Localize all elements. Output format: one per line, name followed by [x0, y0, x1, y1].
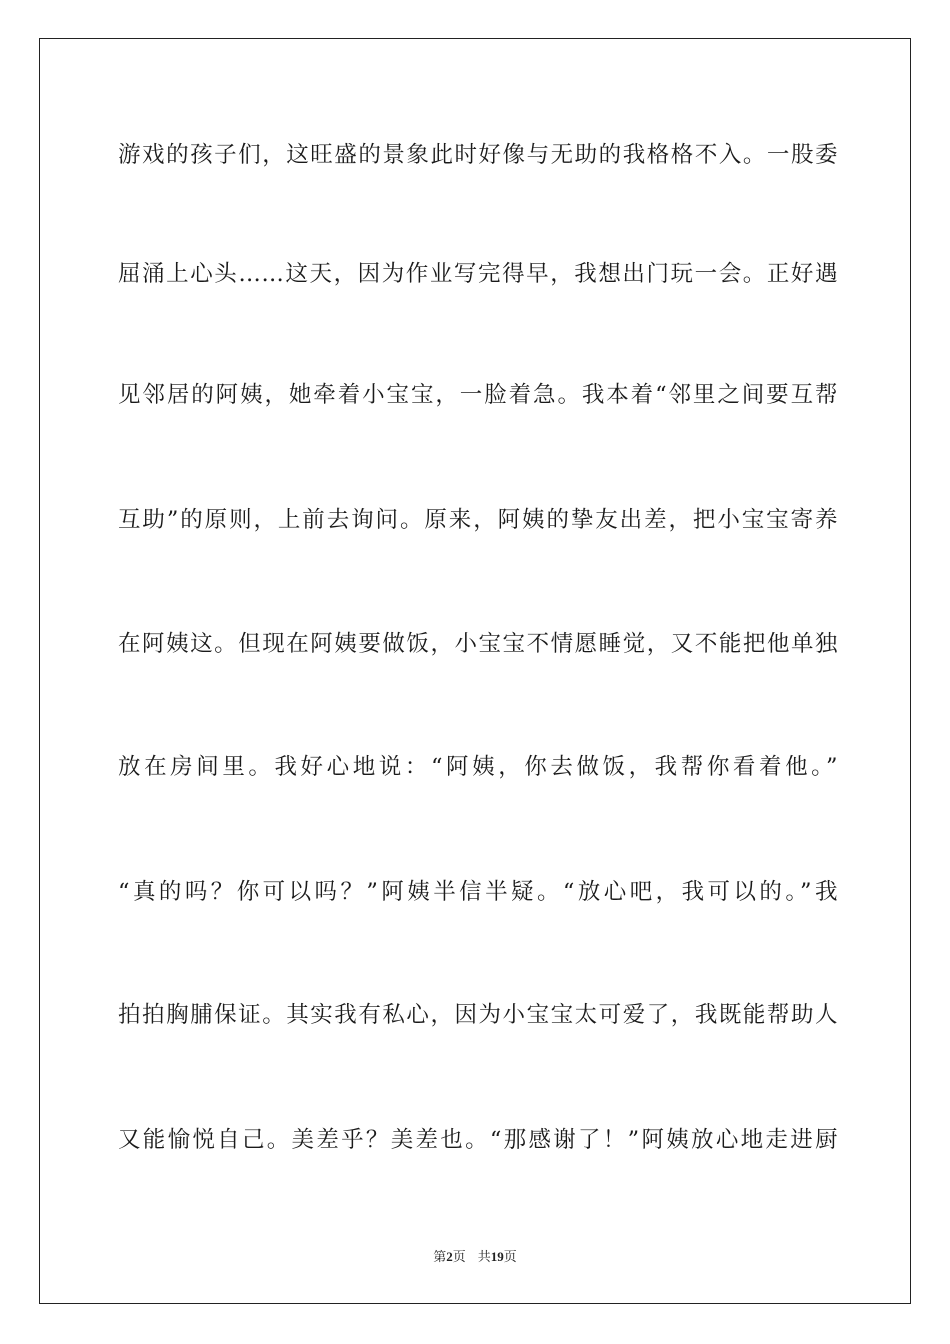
page-suffix: 页 [452, 1250, 466, 1265]
text-line-2: 屈涌上心头……这天，因为作业写完得早，我想出门玩一会。正好遇 [118, 261, 838, 287]
page-border [39, 38, 911, 1304]
page-number: 2 [446, 1249, 453, 1264]
text-line-7: “真的吗？你可以吗？”阿姨半信半疑。“放心吧，我可以的。”我 [118, 879, 838, 905]
total-prefix: 共 [477, 1250, 491, 1265]
text-line-6: 放在房间里。我好心地说：“阿姨，你去做饭，我帮你看着他。” [118, 754, 838, 780]
page-indicator [433, 1248, 466, 1267]
text-line-8: 拍拍胸脯保证。其实我有私心，因为小宝宝太可爱了，我既能帮助人 [118, 1002, 838, 1028]
page-footer [0, 1248, 950, 1267]
total-suffix: 页 [503, 1250, 517, 1265]
text-line-1: 游戏的孩子们，这旺盛的景象此时好像与无助的我格格不入。一股委 [118, 142, 838, 168]
text-line-4: 互助”的原则，上前去询问。原来，阿姨的挚友出差，把小宝宝寄养 [118, 507, 838, 533]
total-page-count: 19 [490, 1249, 504, 1264]
page-prefix: 第 [433, 1250, 447, 1265]
text-line-3: 见邻居的阿姨，她牵着小宝宝，一脸着急。我本着“邻里之间要互帮 [118, 382, 838, 408]
text-line-9: 又能愉悦自己。美差乎？美差也。“那感谢了！”阿姨放心地走进厨 [118, 1127, 838, 1153]
text-line-5: 在阿姨这。但现在阿姨要做饭，小宝宝不情愿睡觉，又不能把他单独 [118, 631, 838, 657]
total-pages-indicator [478, 1248, 517, 1267]
